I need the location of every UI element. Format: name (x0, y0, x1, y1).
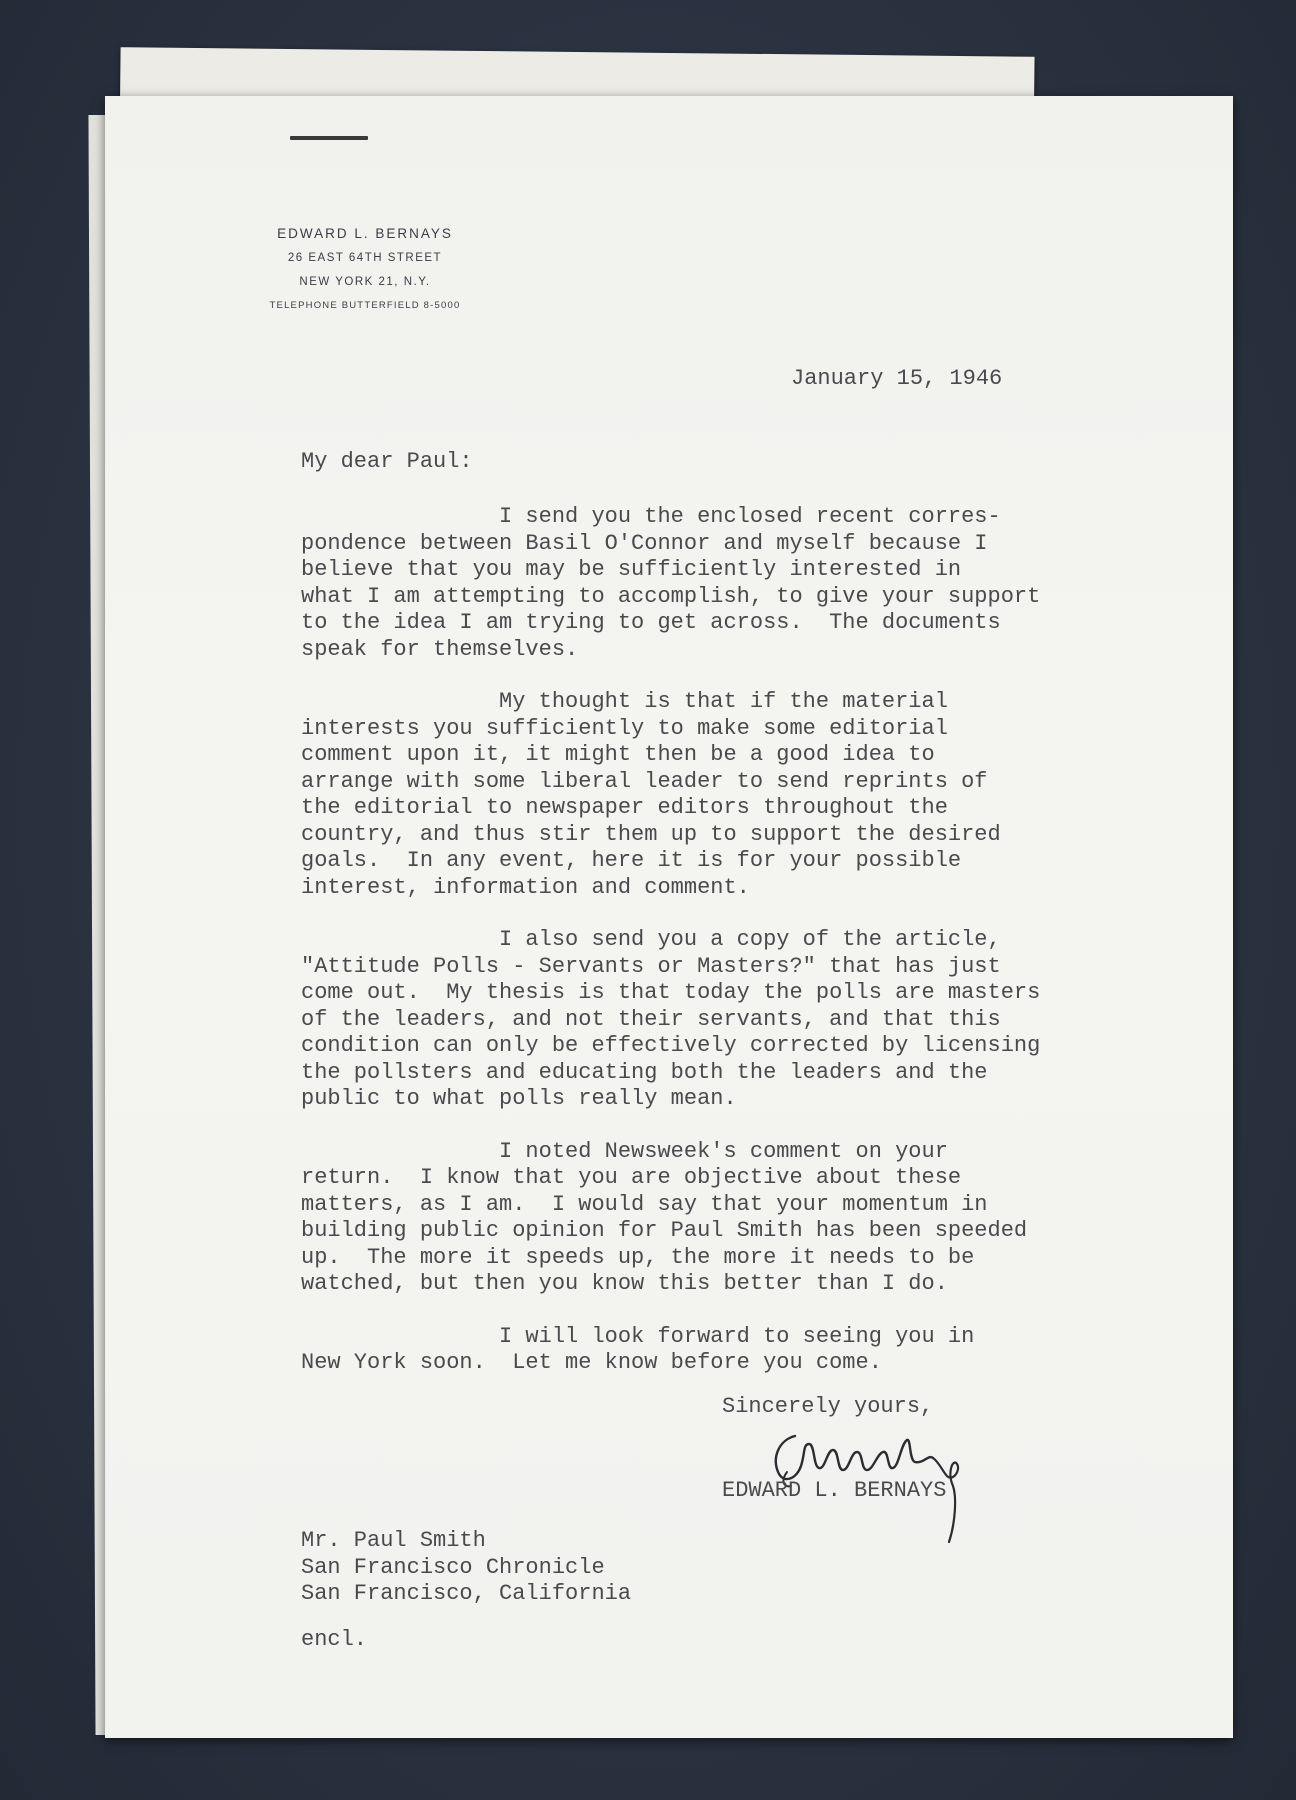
paragraph-line: I send you the enclosed recent corres- (301, 504, 1001, 529)
paragraph-line: I also send you a copy of the article, (301, 927, 1001, 952)
paragraph-line: New York soon. Let me know before you come. (301, 1350, 882, 1375)
closing: Sincerely yours, (722, 1394, 934, 1419)
letterhead-name: EDWARD L. BERNAYS (277, 226, 453, 241)
paragraph-line: return. I know that you are objective about these (301, 1165, 962, 1190)
letterhead-telephone: TELEPHONE BUTTERFIELD 8-5000 (269, 300, 461, 311)
signature-name: EDWARD L. BERNAYS (722, 1478, 947, 1503)
paragraph-line: I will look forward to seeing you in (301, 1323, 975, 1349)
salutation: My dear Paul: (301, 449, 473, 474)
paragraph-line: matters, as I am. I would say that your momentum in (301, 1191, 988, 1217)
body-paragraph (301, 1139, 1040, 1298)
body-paragraph (301, 1324, 1040, 1377)
paragraph-line: comment upon it, it might then be a good idea to (301, 742, 935, 767)
paragraph-line: of the leaders, and not their servants, and that this (301, 1006, 1001, 1032)
letter-date: January 15, 1946 (791, 366, 1003, 391)
letterhead (215, 222, 515, 318)
paragraph-line: pondence between Basil O'Connor and myself because I (301, 530, 988, 556)
paragraph-line: public to what polls really mean. (301, 1086, 737, 1111)
paragraph-line: country, and thus stir them up to support the desired (301, 821, 1001, 847)
paragraph-line: the editorial to newspaper editors throughout the (301, 795, 948, 820)
recipient-organization: San Francisco Chronicle (301, 1554, 605, 1580)
body-paragraph (301, 504, 1040, 663)
recipient-name: Mr. Paul Smith (301, 1528, 486, 1553)
paragraph-line: condition can only be effectively corrected by licensing (301, 1033, 1041, 1058)
paragraph-line: My thought is that if the material (301, 689, 948, 714)
paragraph-line: I noted Newsweek's comment on your (301, 1138, 948, 1164)
letter-body (301, 504, 1040, 1403)
paragraph-line: arrange with some liberal leader to send reprints of (301, 768, 988, 794)
paragraph-line: building public opinion for Paul Smith has been speeded (301, 1218, 1028, 1243)
letterhead-street: 26 EAST 64TH STREET (287, 252, 443, 264)
letterhead-city: NEW YORK 21, N.Y. (299, 276, 431, 288)
paragraph-line: interests you sufficiently to make some editorial (301, 715, 948, 741)
paragraph-line: interest, information and comment. (301, 874, 750, 900)
paragraph-line: speak for themselves. (301, 636, 579, 662)
paragraph-line: believe that you may be sufficiently interested in (301, 557, 962, 582)
paragraph-line: the pollsters and educating both the leaders and the (301, 1059, 988, 1085)
recipient-address (301, 1528, 631, 1608)
paragraph-line: to the idea I am trying to get across. The documents (301, 610, 1001, 635)
paragraph-line: "Attitude Polls - Servants or Masters?" that has just (301, 953, 1001, 979)
paragraph-line: goals. In any event, here it is for your possible (301, 848, 962, 873)
body-paragraph (301, 689, 1040, 901)
letter-page (105, 96, 1233, 1738)
enclosure-note: encl. (301, 1627, 368, 1652)
fold-mark (290, 136, 368, 140)
paragraph-line: come out. My thesis is that today the polls are masters (301, 980, 1041, 1005)
paragraph-line: watched, but then you know this better than I do. (301, 1271, 948, 1296)
paragraph-line: up. The more it speeds up, the more it needs to be (301, 1244, 975, 1270)
body-paragraph (301, 927, 1040, 1113)
paragraph-line: what I am attempting to accomplish, to give your support (301, 583, 1041, 609)
recipient-location: San Francisco, California (301, 1581, 632, 1606)
